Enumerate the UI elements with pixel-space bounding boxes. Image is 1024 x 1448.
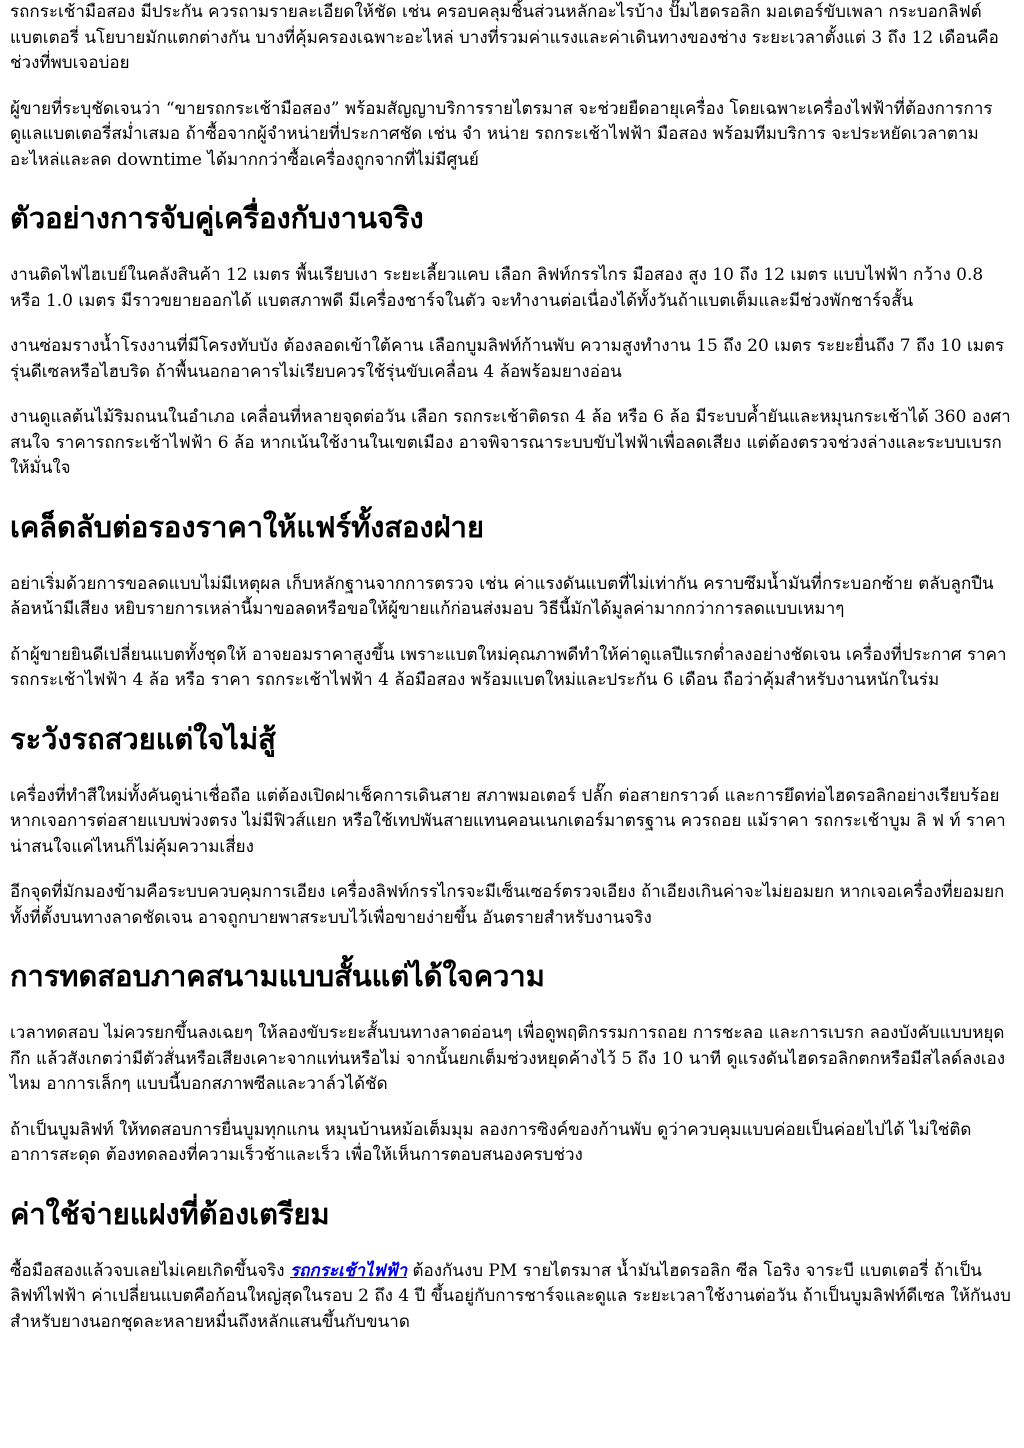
paragraph-text-before-link: ซื้อมือสองแล้วจบเลยไม่เคยเกิดขึ้นจริง	[10, 1260, 290, 1281]
electric-lift-link[interactable]: รถกระเช้าไฟฟ้า	[290, 1260, 408, 1281]
paragraph-battery-replacement: ถ้าผู้ขายยินดีเปลี่ยนแบตทั้งชุดให้ อาจยอมราคาสูงขึ้น เพราะแบตใหม่คุณภาพดีทำให้ค่าดูแลปีแรกต่ำลงอย่างชัดเจน เครื่องที่ประกาศ ราคา รถกระเช้าไฟฟ้า 4 ล้อ หรือ ราคา รถกระเช้าไฟฟ้า 4 ล้อมือสอง พร้อมแบตใหม่และประกัน 6 เดือน ถือว่าคุ้มสำหรับงานหนักในร่ม	[10, 644, 1007, 690]
heading-matching-examples: ตัวอย่างการจับคู่เครื่องกับงานจริง	[10, 201, 424, 235]
paragraph-drive-test: เวลาทดสอบ ไม่ควรยกขึ้นลงเฉยๆ ให้ลองขับระยะสั้นบนทางลาดอ่อนๆ เพื่อดูพฤติกรรมการถอย การชะลอ และการเบรก ลองบังคับแบบหยุดกึก แล้วสังเกตว่ามีตัวสั่นหรือเสียงเคาะจากแท่นหรือไม่ จากนั้นยกเต็มช่วงหยุดค้างไว้ 5 ถึง 10 นาที ดูแรงดันไฮดรอลิกตกหรือมีสไลด์ลงเองไหม อาการเล็กๆ แบบนี้บอกสภาพซีลและวาล์วได้ชัด	[10, 1023, 1006, 1094]
heading-beware-pretty-machines: ระวังรถสวยแต่ใจไม่สู้	[10, 721, 276, 756]
paragraph-boom-test: ถ้าเป็นบูมลิฟท์ ให้ทดสอบการยื่นบูมทุกแกน หมุนบ้านหม้อเต็มมุม ลองการซิงค์ของก้านพับ ดูว่าควบคุมแบบค่อยเป็นค่อยไปได้ ไม่ใช่ติดอาการสะดุด ต้องทดลองที่ความเร็วช้าและเร็ว เพื่อให้เห็นการตอบสนองครบช่วง	[10, 1119, 972, 1165]
heading-field-test: การทดสอบภาคสนามแบบสั้นแต่ได้ใจความ	[10, 959, 545, 993]
paragraph-gutter-repair: งานซ่อมรางน้ำโรงงานที่มีโครงทับบัง ต้องลอดเข้าใต้คาน เลือกบูมลิฟท์ก้านพับ ความสูงทำงาน 15 ถึง 20 เมตร ระยะยื่นถึง 7 ถึง 10 เมตร รุ่นดีเซลหรือไฮบริด ถ้าพื้นนอกอาคารไม่เรียบควรใช้รุ่นขับเคลื่อน 4 ล้อพร้อมยางอ่อน	[10, 336, 1005, 382]
paragraph-text-after-link: ต้องกันงบ PM รายไตรมาส น้ำมันไฮดรอลิก ซีล โอริง จาระบี แบตเตอรี่ ถ้าเป็นลิฟท์ไฟฟ้า ค่าเปลี่ยนแบตคือก้อนใหญ่สุดในรอบ 2 ถึง 4 ปี ขึ้นอยู่กับการชาร์จและดูแล ระยะเวลาใช้งานต่อวัน ถ้าเป็นบูมลิฟท์ดีเซล ให้กันงบสำหรับยางนอกชุดละหลายหมื่นถึงหลักแสนขึ้นกับขนาด	[10, 1260, 1011, 1332]
paragraph-warranty: รถกระเช้ามือสอง มีประกัน ควรถามรายละเอียดให้ชัด เช่น ครอบคลุมชิ้นส่วนหลักอะไรบ้าง ปั๊มไฮดรอลิก มอเตอร์ขับเพลา กระบอกลิฟต์ แบตเตอรี่ นโยบายมักแตกต่างกัน บางที่คุ้มครองเฉพาะอะไหล่ บางที่รวมค่าแรงและค่าเดินทางของช่าง ระยะเวลาตั้งแต่ 3 ถึง 12 เดือนคือช่วงที่พบเจอบ่อย	[10, 2, 999, 73]
paragraph-wiring-check: เครื่องที่ทำสีใหม่ทั้งคันดูน่าเชื่อถือ แต่ต้องเปิดฝาเช็คการเดินสาย สภาพมอเตอร์ ปลั๊ก ต่อสายกราวด์ และการยึดท่อไฮดรอลิกอย่างเรียบร้อย หากเจอการต่อสายแบบพ่วงตรง ไม่มีฟิวส์แยก หรือใช้เทปพันสายแทนคอนเนกเตอร์มาตรฐาน ควรถอย แม้ราคา รถกระเช้าบูม ลิ ฟ ท์ ราคา น่าสนใจแค่ไหนก็ไม่คุ้มความเสี่ยง	[10, 785, 1006, 857]
paragraph-service-contract: ผู้ขายที่ระบุชัดเจนว่า “ขายรถกระเช้ามือสอง” พร้อมสัญญาบริการรายไตรมาส จะช่วยยืดอายุเครื่อง โดยเฉพาะเครื่องไฟฟ้าที่ต้องการการดูแลแบตเตอรี่สม่ำเสมอ ถ้าซื้อจากผู้จำหน่ายที่ประกาศชัด เช่น จำ หน่าย รถกระเช้าไฟฟ้า มือสอง พร้อมทีมบริการ จะประหยัดเวลาตามอะไหล่และลด downtime ได้มากกว่าซื้อเครื่องถูกจากที่ไม่มีศูนย์	[10, 98, 993, 170]
paragraph-maintenance-budget	[10, 1259, 1014, 1336]
paragraph-warehouse-lighting: งานติดไฟไฮเบย์ในคลังสินค้า 12 เมตร พื้นเรียบเงา ระยะเลี้ยวแคบ เลือก ลิฟท์กรรไกร มือสอง สูง 10 ถึง 12 เมตร แบบไฟฟ้า กว้าง 0.8 หรือ 1.0 เมตร มีราวขยายออกได้ แบตสภาพดี มีเครื่องชาร์จในตัว จะทำงานต่อเนื่องได้ทั้งวันถ้าแบตเต็มและมีช่วงพักชาร์จสั้น	[10, 265, 984, 311]
paragraph-roadside-trees: งานดูแลต้นไม้ริมถนนในอำเภอ เคลื่อนที่หลายจุดต่อวัน เลือก รถกระเช้าติดรถ 4 ล้อ หรือ 6 ล้อ มีระบบค้ำยันและหมุนกระเช้าได้ 360 องศา สนใจ ราคารถกระเช้าไฟฟ้า 6 ล้อ หากเน้นใช้งานในเขตเมือง อาจพิจารณาระบบขับไฟฟ้าเพื่อลดเสียง แต่ต้องตรวจช่วงล่างและระบบเบรกให้มั่นใจ	[10, 407, 1011, 478]
heading-negotiation-tips: เคล็ดลับต่อรองราคาให้แฟร์ทั้งสองฝ่าย	[10, 509, 484, 544]
heading-hidden-costs: ค่าใช้จ่ายแฝงที่ต้องเตรียม	[10, 1196, 330, 1231]
paragraph-tilt-sensor: อีกจุดที่มักมองข้ามคือระบบควบคุมการเอียง เครื่องลิฟท์กรรไกรจะมีเซ็นเซอร์ตรวจเอียง ถ้าเอียงเกินค่าจะไม่ยอมยก หากเจอเครื่องที่ยอมยกทั้งที่ตั้งบนทางลาดชัดเจน อาจถูกบายพาสระบบไว้เพื่อขายง่ายขึ้น อันตรายสำหรับงานจริง	[10, 882, 1005, 928]
paragraph-negotiation-evidence: อย่าเริ่มด้วยการขอลดแบบไม่มีเหตุผล เก็บหลักฐานจากการตรวจ เช่น ค่าแรงดันแบตที่ไม่เท่ากัน คราบซึมน้ำมันที่กระบอกซ้าย ตลับลูกปืนล้อหน้ามีเสียง หยิบรายการเหล่านี้มาขอลดหรือขอให้ผู้ขายแก้ก่อนส่งมอบ วิธีนี้มักได้มูลค่ามากกว่าการลดแบบเหมาๆ	[10, 573, 994, 619]
